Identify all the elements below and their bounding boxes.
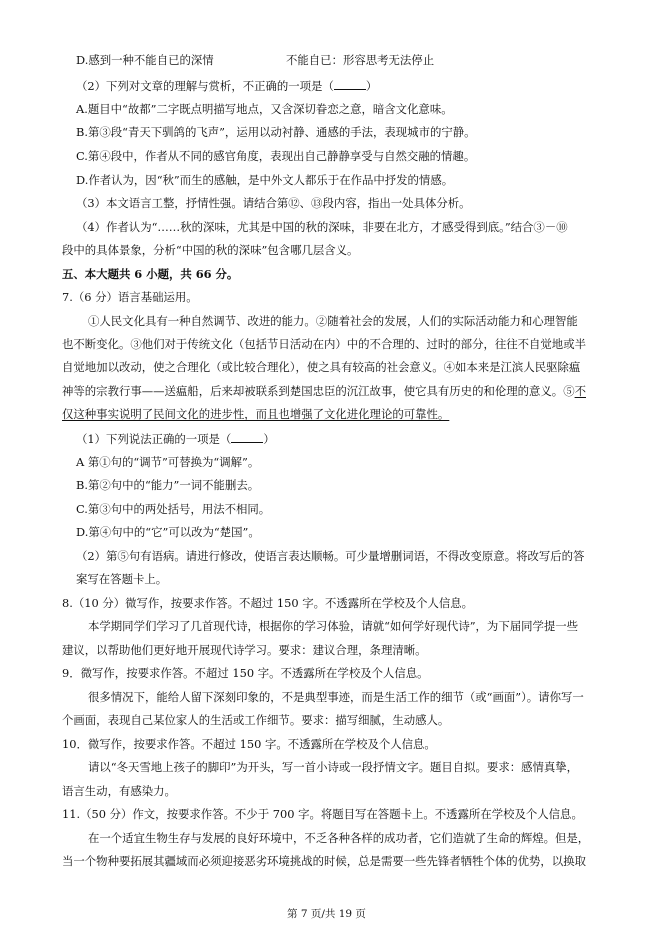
question-7-heading: 7.（6 分）语言基础运用。 xyxy=(62,290,198,304)
q7-option-c: C.第③句中的两处括号，用法不相同。 xyxy=(76,502,271,516)
question-3: （3）本文语言工整，抒情性强。请结合第⑫、⑬段内容，指出一处具体分析。 xyxy=(76,196,471,210)
answer-blank-2[interactable] xyxy=(231,430,263,443)
passage-line-1: ①人民文化具有一种自然调节、改进的能力。②随着社会的发展，人们的实际活动能力和心理智能 xyxy=(88,314,578,328)
question-4-line-2: 段中的具体景象，分析“中国的秋的深味”包含哪几层含义。 xyxy=(62,243,359,257)
question-9-line-2: 个画面，表现自己某位家人的生活或工作细节。要求：描写细腻，生动感人。 xyxy=(62,713,450,727)
question-9-line-1: 很多情况下，能给人留下深刻印象的，不是典型事迹，而是生活工作的细节（或“画面”）。请你写一 xyxy=(88,690,584,704)
passage-line-4 xyxy=(62,383,586,399)
passage-line-5-underlined: 仅这种事实说明了民间文化的进步性，而且也增强了文化进化理论的可靠性。 xyxy=(62,407,450,421)
question-10-heading: 10．微写作，按要求作答。不超过 150 字。不透露所在学校及个人信息。 xyxy=(62,737,436,751)
option-d-line xyxy=(76,52,214,68)
q7-1-close: ） xyxy=(263,432,275,446)
option-d-explanation: 不能自已：形容思考无法停止 xyxy=(286,53,435,67)
question-8-line-1: 本学期同学们学习了几首现代诗，根据你的学习体验，请就“如何学好现代诗”，为下届同学提一些 xyxy=(88,619,579,633)
question-11-heading: 11.（50 分）作文，按要求作答。不少于 700 字。将题目写在答题卡上。不透露所在学校及个人信息。 xyxy=(62,807,583,821)
question-2-close: ） xyxy=(365,79,378,93)
question-10-line-1: 请以“冬天雪地上孩子的脚印”为开头，写一首小诗或一段抒情文字。题目自拟。要求：感情真挚， xyxy=(88,760,579,774)
q7-1-text: （1）下列说法正确的一项是（ xyxy=(76,432,232,446)
q2-option-b: B.第③段“青天下驯鸽的飞声”，运用以动衬静、通感的手法，表现城市的宁静。 xyxy=(76,125,476,139)
q2-option-a: A.题目中“故都”二字既点明描写地点，又含深切眷恋之意，暗含文化意味。 xyxy=(76,102,453,116)
q7-2-line-1: （2）第⑤句有语病。请进行修改，使语言表达顺畅。可少量增删词语，不得改变原意。将改写后的答 xyxy=(76,549,585,563)
passage-line-2: 也不断变化。③他们对于传统文化（包括节日活动在内）中的不合理的、过时的部分，往往不自觉地或半 xyxy=(62,337,586,351)
q7-2-line-2: 案写在答题卡上。 xyxy=(76,572,168,586)
question-11-line-2: 当一个物种要拓展其疆域而必须迎接恶劣环境挑战的时候，总是需要一些先锋者牺牲个体的优势，以换取 xyxy=(62,854,586,868)
q2-option-c: C.第④段中，作者从不同的感官角度，表现出自己静静享受与自然交融的情趣。 xyxy=(76,149,476,163)
question-10-line-2: 语言生动，有感染力。 xyxy=(62,784,176,798)
q2-option-d: D.作者认为，因“秋”而生的感触，是中外文人都乐于在作品中抒发的情感。 xyxy=(76,173,454,187)
question-8-heading: 8.（10 分）微写作，按要求作答。不超过 150 字。不透露所在学校及个人信息。 xyxy=(62,596,474,610)
question-9-heading: 9．微写作，按要求作答。不超过 150 字。不透露所在学校及个人信息。 xyxy=(62,666,429,680)
q7-option-a: A 第①句的“调节”可替换为“调解”。 xyxy=(76,455,260,469)
section-5-heading: 五、本大题共 6 小题，共 66 分。 xyxy=(62,267,239,281)
option-d-text: D.感到一种不能自已的深情 xyxy=(76,53,214,67)
page-number: 第 7 页/共 19 页 xyxy=(287,908,366,920)
question-2-text: （2）下列对文章的理解与赏析，不正确的一项是（ xyxy=(76,79,334,93)
question-11-line-1: 在一个适宜生物生存与发展的良好环境中，不乏各种各样的成功者，它们造就了生命的辉煌。但是， xyxy=(88,831,590,845)
q7-1-stem xyxy=(76,430,275,447)
q7-option-d: D.第④句中的“它”可以改为“楚国”。 xyxy=(76,525,260,539)
q7-option-b: B.第②句中的“能力”一词不能删去。 xyxy=(76,478,260,492)
passage-line-4-underlined: 不 xyxy=(574,384,586,398)
passage-line-4-text: 神等的宗教行事——送瘟船，后来却被联系到楚国忠臣的沉江故事，使它具有历史的和伦理的意义。⑤ xyxy=(62,384,575,398)
question-4-line-1: （4）作者认为“……秋的深味，尤其是中国的秋的深味，非要在北方，才感受得到底。”结合③－⑩ xyxy=(76,220,568,234)
question-8-line-2: 建议，以帮助他们更好地开展现代诗学习。要求：建议合理，条理清晰。 xyxy=(62,643,427,657)
question-2-stem xyxy=(76,77,377,94)
passage-line-3: 自觉地加以改动，使之合理化（或比较合理化），使之具有较高的社会意义。④如本来是江滨人民驱除瘟 xyxy=(62,360,581,374)
answer-blank[interactable] xyxy=(334,77,366,90)
